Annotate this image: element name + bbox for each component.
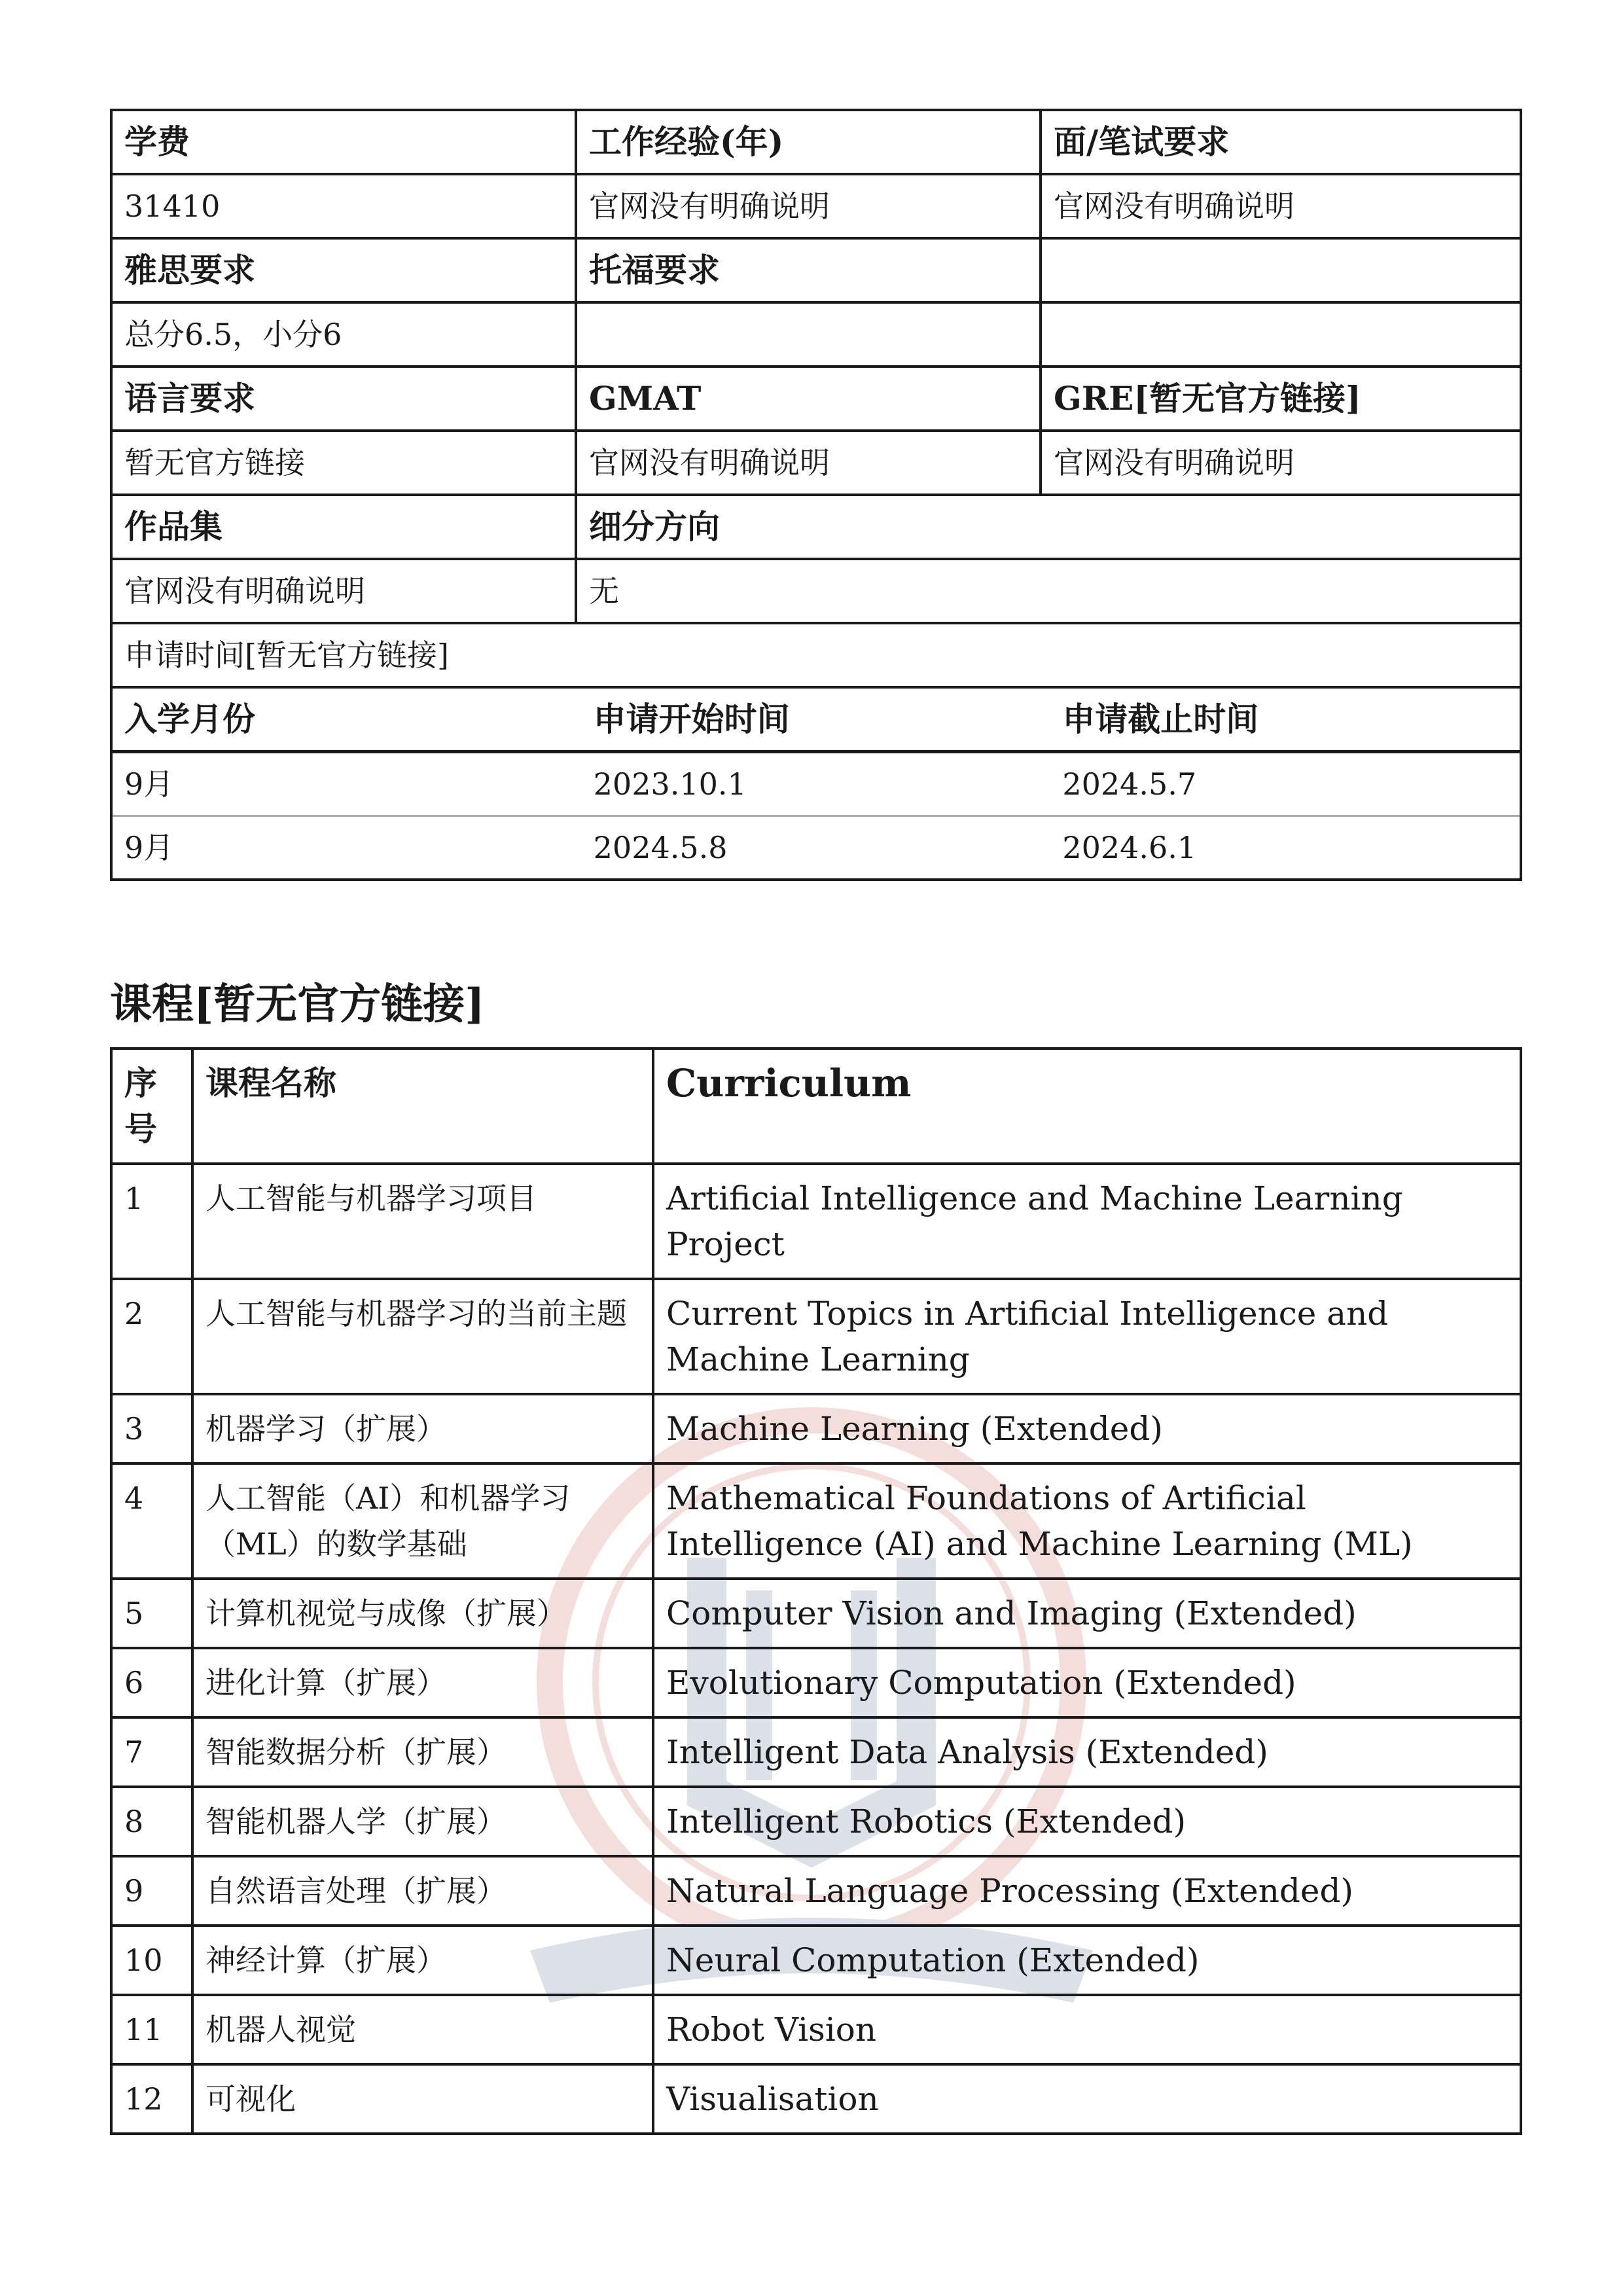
direction-value: 无 [576,559,1521,623]
toefl-label: 托福要求 [576,238,1041,302]
course-index: 10 [111,1926,192,1995]
work-experience-value: 官网没有明确说明 [576,174,1041,238]
course-list [111,1164,1521,2134]
gre-value: 官网没有明确说明 [1041,431,1521,495]
course-index: 11 [111,1995,192,2064]
course-name-cn: 智能数据分析（扩展） [192,1717,653,1787]
portfolio-value: 官网没有明确说明 [111,559,576,623]
course-row [111,1717,1521,1787]
course-name-en: Mathematical Foundations of Artificial Intelligence (AI) and Machine Learning (ML) [653,1463,1521,1579]
toefl-value [576,302,1041,367]
empty-cell [1041,238,1521,302]
work-experience-label: 工作经验(年) [576,110,1041,174]
ielts-value: 总分6.5，小分6 [111,302,576,367]
course-row [111,1648,1521,1717]
course-name-cn: 自然语言处理（扩展） [192,1856,653,1926]
tuition-value: 31410 [111,174,576,238]
course-row [111,1279,1521,1394]
gmat-label: GMAT [576,367,1041,431]
course-name-en: Evolutionary Computation (Extended) [653,1648,1521,1717]
course-row [111,1787,1521,1856]
course-name-cn: 智能机器人学（扩展） [192,1787,653,1856]
course-name-en: Intelligent Robotics (Extended) [653,1787,1521,1856]
course-name-cn: 人工智能与机器学习的当前主题 [192,1279,653,1394]
course-table [110,1047,1522,2135]
interview-requirement-label: 面/笔试要求 [1041,110,1521,174]
course-name-cn: 进化计算（扩展） [192,1648,653,1717]
application-schedule-table [113,689,1520,878]
schedule-deadline: 2024.6.1 [1062,830,1197,865]
course-header-row [111,1049,1521,1164]
schedule-deadline: 2024.5.7 [1050,752,1520,816]
course-name-en: Computer Vision and Imaging (Extended) [653,1579,1521,1648]
course-row [111,2064,1521,2134]
course-name-en: Robot Vision [653,1995,1521,2064]
schedule-start: 2024.5.8 [593,830,728,865]
program-info-table [110,109,1522,881]
gre-label: GRE[暂无官方链接] [1041,367,1521,431]
course-name-cn: 人工智能与机器学习项目 [192,1164,653,1279]
course-name-en: Current Topics in Artificial Intelligence and Machine Learning [653,1279,1521,1394]
portfolio-label: 作品集 [111,495,576,559]
application-time-label: 申请时间[暂无官方链接] [111,623,1521,687]
schedule-intake: 9月 [113,752,582,816]
course-header-curriculum: Curriculum [653,1049,1521,1164]
schedule-header-start: 申请开始时间 [582,689,1051,752]
course-index: 8 [111,1787,192,1856]
course-name-en: Visualisation [653,2064,1521,2134]
empty-cell [1041,302,1521,367]
course-index: 2 [111,1279,192,1394]
course-index: 3 [111,1394,192,1463]
course-name-cn: 神经计算（扩展） [192,1926,653,1995]
schedule-row [113,816,1520,879]
course-index: 1 [111,1164,192,1279]
schedule-header-deadline: 申请截止时间 [1050,689,1520,752]
course-row [111,1995,1521,2064]
tuition-label: 学费 [111,110,576,174]
course-index: 9 [111,1856,192,1926]
course-name-en: Intelligent Data Analysis (Extended) [653,1717,1521,1787]
course-row [111,1579,1521,1648]
course-header-name: 课程名称 [192,1049,653,1164]
schedule-header-row [113,689,1520,752]
course-index: 5 [111,1579,192,1648]
course-row [111,1463,1521,1579]
ielts-label: 雅思要求 [111,238,576,302]
course-index: 4 [111,1463,192,1579]
language-requirement-label: 语言要求 [111,367,576,431]
language-requirement-value: 暂无官方链接 [111,431,576,495]
course-row [111,1926,1521,1995]
gmat-value: 官网没有明确说明 [576,431,1041,495]
course-name-cn: 机器人视觉 [192,1995,653,2064]
application-schedule [111,687,1521,880]
course-header-index: 序号 [111,1049,192,1164]
schedule-start: 2023.10.1 [582,752,1051,816]
interview-requirement-value: 官网没有明确说明 [1041,174,1521,238]
direction-label: 细分方向 [576,495,1521,559]
course-name-en: Neural Computation (Extended) [653,1926,1521,1995]
course-name-cn: 人工智能（AI）和机器学习（ML）的数学基础 [192,1463,653,1579]
course-name-en: Natural Language Processing (Extended) [653,1856,1521,1926]
course-index: 7 [111,1717,192,1787]
course-name-en: Machine Learning (Extended) [653,1394,1521,1463]
course-row [111,1394,1521,1463]
course-name-cn: 计算机视觉与成像（扩展） [192,1579,653,1648]
course-index: 6 [111,1648,192,1717]
course-name-cn: 可视化 [192,2064,653,2134]
course-row [111,1164,1521,1279]
course-name-en: Artificial Intelligence and Machine Learning Project [653,1164,1521,1279]
courses-heading: 课程[暂无官方链接] [110,980,485,1029]
schedule-row [113,752,1520,816]
schedule-intake: 9月 [124,830,174,865]
schedule-header-intake: 入学月份 [113,689,582,752]
course-name-cn: 机器学习（扩展） [192,1394,653,1463]
course-index: 12 [111,2064,192,2134]
course-row [111,1856,1521,1926]
